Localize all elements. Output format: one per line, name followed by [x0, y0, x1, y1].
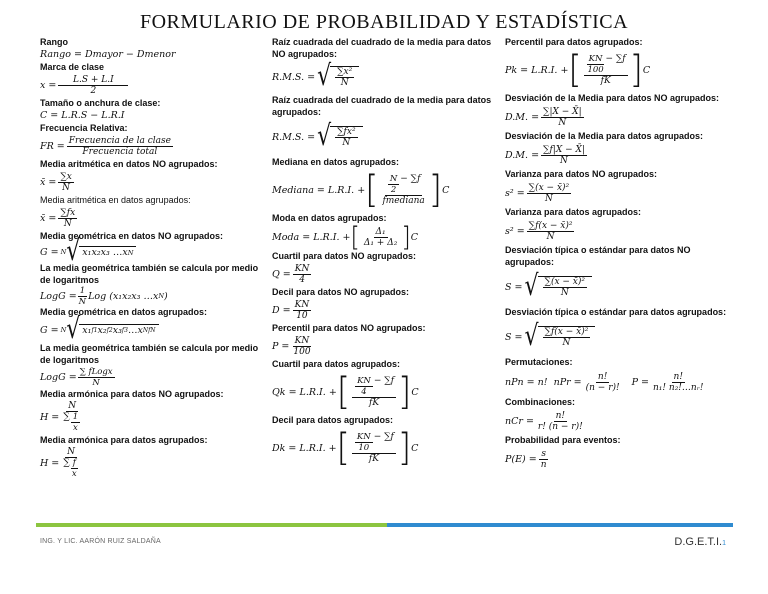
- formula-desv-media-no: [505, 104, 731, 130]
- heading-frecuencia-relativa: Frecuencia Relativa:: [40, 123, 128, 133]
- denominator: 100: [293, 346, 311, 357]
- formula-lhs: FR =: [40, 140, 65, 152]
- numerator: ∑(x − x̄)²: [528, 182, 570, 193]
- formula-varianza-ag: [505, 218, 731, 244]
- formula-moda: Moda = L.R.I. + [ $\frac{\text{Δ₁}}{\text{Δ₁ + Δ₂}}$ ] C: [272, 221, 418, 253]
- formula-lhs: P(E) =: [505, 453, 537, 465]
- denominator: N: [562, 338, 571, 348]
- formula-rhs: Log (x₁x₂x₃ …x: [88, 290, 159, 302]
- numerator: n!: [673, 371, 683, 382]
- formula-part: − ∑f: [373, 376, 395, 386]
- formula-lhs: D.M. =: [505, 111, 540, 123]
- numerator: n!: [555, 410, 566, 421]
- numerator: ∑ fLogx: [79, 366, 113, 377]
- formula-part: − ∑f: [373, 432, 394, 442]
- formula-decil-ag: Dk = L.R.I. + [ $\frac{KN}{10}$ − ∑f fK ] C: [272, 426, 419, 470]
- footer-bar-blue: [387, 523, 733, 527]
- formula-rms-no: R.M.S. = √ $\frac{\text{∑x²}}{N}$: [272, 60, 498, 94]
- formula-media-armonica-no: H = N ∑ $\frac{1}{x}$: [40, 401, 79, 433]
- footer-author: ING. Y LIC. AARÓN RUIZ SALDAÑA: [40, 538, 161, 545]
- formula-tamano-clase: C = L.R.S − L.R.I: [40, 110, 125, 121]
- formula-cuartil-no: [272, 262, 498, 286]
- formula-part: C: [442, 184, 450, 196]
- formula-desv-media-ag: [505, 142, 731, 168]
- formula-lhs: Q =: [272, 268, 291, 280]
- denominator: N: [546, 231, 555, 242]
- heading-permutaciones: Permutaciones:: [505, 357, 573, 367]
- heading-mediana: Mediana en datos agrupados:: [272, 157, 400, 167]
- formula-part: C: [410, 231, 418, 243]
- formula-lhs: Moda = L.R.I. +: [272, 231, 351, 243]
- denominator: n₁! n₂!…nᵣ!: [653, 382, 704, 393]
- heading-media-geometrica-ag: Media geométrica en datos agrupados:: [40, 307, 208, 317]
- page-number: 1: [722, 540, 726, 547]
- subscript: N: [127, 248, 134, 257]
- radicand: x₁x₂x₃ …x: [82, 247, 128, 258]
- numerator: N: [389, 174, 398, 184]
- denominator: r! (n − r)!: [537, 421, 583, 432]
- root-index: N: [60, 248, 67, 256]
- formula-media-armonica-ag: H = N ∑ $\frac{f}{x}$: [40, 447, 77, 479]
- formula-part: − ∑f: [605, 54, 626, 64]
- numerator: s: [541, 448, 546, 459]
- formula-probabilidad: [505, 446, 731, 472]
- denominator: 4: [361, 387, 367, 397]
- formula-part: C: [411, 386, 419, 398]
- formula-media-geometrica-ag: G = N √ x₁ f1 x₂ f2 x₃ f3 …x N fN: [40, 318, 266, 342]
- formula-lhs: P =: [631, 376, 650, 388]
- footer-org-label: D.G.E.T.I.: [674, 536, 723, 548]
- denominator: 2: [390, 185, 397, 195]
- heading-combinaciones: Combinaciones:: [505, 397, 576, 407]
- formula-lhs: H =: [40, 457, 60, 469]
- heading-rango: Rango: [40, 37, 68, 47]
- numerator: ∑f(x − x̄)²: [528, 220, 573, 231]
- formula-lhs: D =: [272, 304, 291, 316]
- column-1: [40, 36, 266, 480]
- footer-bar-green: [36, 523, 387, 527]
- formula-lhs: Pk = L.R.I. +: [505, 64, 569, 76]
- denominator: 10: [358, 443, 370, 453]
- numerator: KN: [294, 299, 310, 310]
- heading-media-geometrica-log: La media geométrica también se calcula por medio de logaritmos: [40, 263, 259, 285]
- numerator: KN: [294, 263, 310, 274]
- heading-desv-tipica-ag: Desviación típica o estándar para datos agrupados:: [505, 307, 727, 317]
- denominator: N: [340, 78, 349, 88]
- heading-rms-no: Raíz cuadrada del cuadrado de la media para datos NO agrupados:: [272, 37, 492, 59]
- heading-tamano-clase: Tamaño o anchura de clase:: [40, 98, 161, 108]
- denominator: fK: [369, 398, 380, 408]
- formula-cuartil-ag: Qk = L.R.I. + [ $\frac{KN}{4}$ − ∑f fK ] C: [272, 370, 419, 414]
- formula-lhs: LogG =: [40, 371, 77, 383]
- denominator: 4: [299, 274, 305, 285]
- denominator: fK: [600, 76, 611, 86]
- formula-lhs: x =: [40, 79, 57, 91]
- denominator: N: [92, 377, 100, 388]
- numerator: KN: [357, 376, 371, 386]
- formula-lhs: s² =: [505, 187, 525, 199]
- formula-lhs: Qk = L.R.I. +: [272, 386, 337, 398]
- formula-lhs: Dk = L.R.I. +: [272, 442, 337, 454]
- numerator: N: [68, 401, 77, 411]
- column-3: [505, 36, 731, 472]
- formula-lhs: x̄ =: [40, 212, 57, 224]
- numerator: Frecuencia de la clase: [68, 135, 171, 146]
- heading-probabilidad: Probabilidad para eventos:: [505, 435, 621, 445]
- root-index: N: [60, 326, 67, 334]
- formula-lhs: P =: [272, 340, 290, 352]
- formula-part: C: [411, 442, 419, 454]
- numerator: n!: [597, 371, 608, 382]
- numerator: ∑x²: [337, 67, 353, 77]
- formula-lhs: H =: [40, 411, 60, 423]
- formula-lhs: nPr =: [553, 376, 582, 388]
- denominator: (n − r)!: [585, 382, 620, 393]
- column-2: [272, 36, 498, 470]
- denominator: N: [62, 182, 71, 193]
- formula-varianza-no: [505, 180, 731, 206]
- subscript: N: [158, 292, 165, 300]
- heading-percentil-ag: Percentil para datos agrupados:: [505, 37, 643, 47]
- denominator: fK: [368, 454, 379, 464]
- denominator: N: [342, 138, 351, 148]
- denominator: N: [63, 218, 72, 229]
- page-title: FORMULARIO DE PROBABILIDAD Y ESTADÍSTICA: [139, 11, 629, 33]
- formula-desv-tipica-ag: S = √ $\frac{\text{∑f(x − x̄)²}}{N}$: [505, 318, 731, 356]
- heading-moda: Moda en datos agrupados:: [272, 213, 387, 223]
- numerator: ∑fx²: [337, 127, 356, 137]
- formula-lhs: LogG =: [40, 290, 77, 302]
- heading-media-geometrica-log-2: La media geométrica también se calcula por medio de logaritmos: [40, 343, 259, 365]
- formula-lhs: nCr =: [505, 415, 534, 427]
- numerator: KN: [356, 432, 371, 442]
- formula-media-geometrica-log: LogG = $\frac{1}{N}$ Log (x₁x₂x₃ …x N ): [40, 285, 168, 307]
- formula-percentil-no: [272, 334, 498, 358]
- formula-marca-clase: [40, 73, 266, 97]
- heading-media-geometrica-no: Media geométrica en datos NO agrupados:: [40, 231, 224, 241]
- heading-decil-no: Decil para datos NO agrupados:: [272, 287, 410, 297]
- numerator: 1: [79, 285, 86, 296]
- heading-decil-ag: Decil para datos agrupados:: [272, 415, 394, 425]
- formula-part: nPn = n!: [505, 376, 548, 388]
- formula-media-aritmetica-ag: [40, 206, 266, 230]
- formula-part: C: [642, 64, 651, 76]
- denominator: N: [544, 193, 553, 204]
- numerator: KN: [588, 54, 603, 64]
- numerator: ∑(x − x̄)²: [544, 277, 586, 287]
- footer-org: [674, 536, 726, 548]
- formula-lhs: S =: [505, 331, 523, 343]
- formula-lhs: s² =: [505, 225, 525, 237]
- denominator: N: [78, 296, 87, 307]
- formula-lhs: S =: [505, 281, 523, 293]
- numerator: ∑|X − X̄|: [543, 106, 582, 117]
- numerator: ∑f|X − X̄|: [543, 144, 585, 155]
- formula-frecuencia-relativa: [40, 134, 266, 158]
- formula-mediana: Mediana = L.R.I. + [ $\frac{N}{2}$ − ∑f fmediana ] C: [272, 168, 450, 212]
- numerator: Δ₁: [375, 226, 386, 237]
- formula-lhs: G =: [40, 246, 59, 258]
- formula-percentil-ag: Pk = L.R.I. + [ $\frac{KN}{100}$ − ∑f fK ] C: [505, 48, 651, 92]
- heading-media-armonica-ag: Media armónica para datos agrupados:: [40, 435, 208, 445]
- denominator: N: [558, 117, 567, 128]
- formula-lhs: D.M. =: [505, 149, 540, 161]
- denominator: 100: [587, 65, 604, 75]
- heading-media-aritmetica-no: Media aritmética en datos NO agrupados:: [40, 159, 218, 169]
- numerator: L.S + L.I: [58, 75, 128, 86]
- denominator: N: [560, 155, 568, 166]
- formula-lhs: R.M.S. =: [272, 131, 316, 143]
- formula-media-geometrica-no: G = N √ x₁x₂x₃ …x N: [40, 242, 266, 262]
- denominator: 2: [90, 85, 97, 96]
- heading-percentil-no: Percentil para datos NO agrupados:: [272, 323, 426, 333]
- numerator: ∑fx: [60, 207, 76, 218]
- numerator: ∑f(x − x̄)²: [544, 327, 589, 337]
- formula-lhs: G =: [40, 324, 59, 336]
- formula-rango: Rango = Dmayor − Dmenor: [40, 49, 176, 60]
- formula-rms-ag: R.M.S. = √ $\frac{\text{∑fx²}}{N}$: [272, 118, 498, 156]
- denominator: ∑: [63, 458, 70, 468]
- denominator: fmediana: [382, 196, 425, 206]
- formula-media-geometrica-log-2: [40, 366, 266, 388]
- numerator: KN: [294, 335, 310, 346]
- heading-rms-ag: Raíz cuadrada del cuadrado de la media para datos agrupados:: [272, 95, 492, 117]
- numerator: N: [67, 447, 75, 457]
- heading-desv-media-ag: Desviación de la Media para datos agrupados:: [505, 131, 704, 141]
- heading-desv-tipica-no: Desviación típica o estándar para datos NO agrupados:: [505, 245, 691, 267]
- denominator: N: [560, 288, 569, 298]
- formula-media-aritmetica-no: [40, 170, 266, 194]
- formula-decil-no: [272, 298, 498, 322]
- denominator: Frecuencia total: [82, 146, 158, 157]
- formula-part: − ∑f: [400, 174, 421, 184]
- heading-varianza-no: Varianza para datos NO agrupados:: [505, 169, 658, 179]
- formula-lhs: Mediana = L.R.I. +: [272, 184, 366, 196]
- formula-combinaciones: [505, 408, 731, 434]
- denominator: 10: [296, 310, 308, 321]
- heading-media-aritmetica-ag: Media aritmética en datos agrupados:: [40, 195, 191, 205]
- heading-media-armonica-no: Media armónica para datos NO agrupados:: [40, 389, 224, 399]
- heading-marca-clase: Marca de clase: [40, 62, 105, 72]
- denominator: n: [540, 459, 547, 470]
- heading-desv-media-no: Desviación de la Media para datos NO agrupados:: [505, 93, 720, 103]
- denominator: ∑: [63, 412, 70, 422]
- formula-desv-tipica-no: S = √ $\frac{\text{∑(x − x̄)²}}{N}$: [505, 268, 731, 306]
- numerator: ∑x: [60, 171, 72, 182]
- heading-cuartil-no: Cuartil para datos NO agrupados:: [272, 251, 417, 261]
- heading-cuartil-ag: Cuartil para datos agrupados:: [272, 359, 401, 369]
- formula-lhs: R.M.S. =: [272, 71, 316, 83]
- formula-permutaciones: [505, 368, 731, 396]
- heading-varianza-ag: Varianza para datos agrupados:: [505, 207, 642, 217]
- denominator: Δ₁ + Δ₂: [363, 237, 398, 248]
- formula-lhs: x̄ =: [40, 176, 57, 188]
